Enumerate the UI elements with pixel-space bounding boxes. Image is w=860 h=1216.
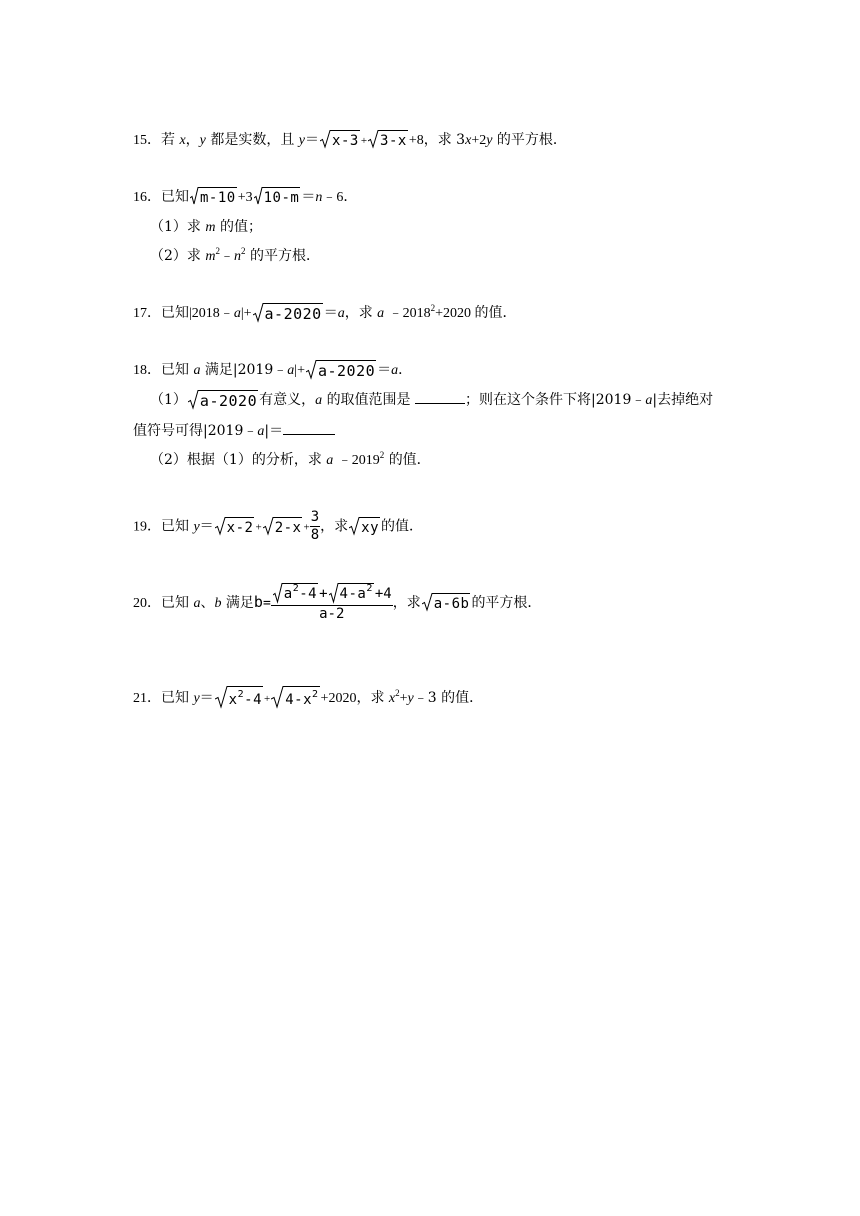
problem-18-part-2: （2）根据（1）的分析，求 a ﹣2019$^2$ 的值． xyxy=(150,450,431,468)
problem-number: 20． xyxy=(133,596,161,611)
sqrt-expression: m-10 xyxy=(190,187,237,207)
problem-17: 17．已知|2018﹣a|+ a-2020 ＝a，求 a $﹣2018^2+2020$ 的值． xyxy=(133,303,517,323)
fraction: $a^2-4$ + $4-a^2$ +4 a-2 xyxy=(271,583,393,623)
problem-number: 19． xyxy=(133,519,161,535)
answer-blank[interactable] xyxy=(283,420,335,435)
problem-18-part-1-cont: 值符号可得|2019﹣a|＝ xyxy=(133,420,335,443)
problem-15: 15．若 x，y 都是实数，且 y＝ x-3 + 3-x +8，求 3x+2y 的平方根． xyxy=(133,132,567,149)
problem-19: 19．已知 y＝ x-2 + 2-x + $\frac{3}{8}$ ，求 xy 的值． xyxy=(133,509,423,543)
answer-blank[interactable] xyxy=(415,389,465,404)
sqrt-expression: x-3 xyxy=(320,130,360,150)
sqrt-expression: a-2020 xyxy=(306,360,376,381)
problem-21: 21．已知 y＝ $x^2-4$ + $4-x^2$ +2020，求 $x^2+y﹣3$ 的值． xyxy=(133,688,484,708)
sqrt-expression: a-2020 xyxy=(188,390,258,411)
problem-number: 17． xyxy=(133,306,161,321)
sqrt-expression: $4-x^2$ xyxy=(271,686,319,710)
problem-number: 18． xyxy=(133,363,161,378)
sqrt-expression: x-2 xyxy=(215,517,255,537)
sqrt-expression: $4-a^2$ xyxy=(329,583,374,605)
problem-16-part-2: （2）求 $m^2﹣n^2$ 的平方根． xyxy=(150,246,320,264)
sqrt-expression: $a^2-4$ xyxy=(273,583,318,605)
sqrt-expression: a-6b xyxy=(422,593,471,613)
sqrt-expression: 3-x xyxy=(368,130,408,150)
fraction: $\frac{3}{8}$ xyxy=(310,509,320,543)
sqrt-expression: 2-x xyxy=(263,517,303,537)
problem-number: 15． xyxy=(133,133,161,148)
problem-18-part-1: （1） a-2020 有意义，a 的取值范围是 ；则在这个条件下将|2019﹣a|去掉绝对 xyxy=(150,389,713,412)
problem-number: 21． xyxy=(133,691,161,706)
problem-number: 16． xyxy=(133,190,161,205)
problem-16-part-1: （1）求 m 的值； xyxy=(150,219,262,235)
sqrt-expression: a-2020 xyxy=(253,303,323,324)
problem-16: 16．已知 m-10 +3 10-m ＝n﹣6． xyxy=(133,189,358,206)
sqrt-expression: $x^2-4$ xyxy=(215,686,263,710)
problem-20: 20．已知 a、b 满足b= $a^2-4$ + $4-a^2$ +4 a-2 ，求 a-6b 的平方根． xyxy=(133,583,542,622)
sqrt-expression: xy xyxy=(349,517,380,537)
problem-18: 18．已知 a 满足|2019﹣a|+ a-2020 ＝a． xyxy=(133,361,413,380)
sqrt-expression: 10-m xyxy=(254,187,301,207)
